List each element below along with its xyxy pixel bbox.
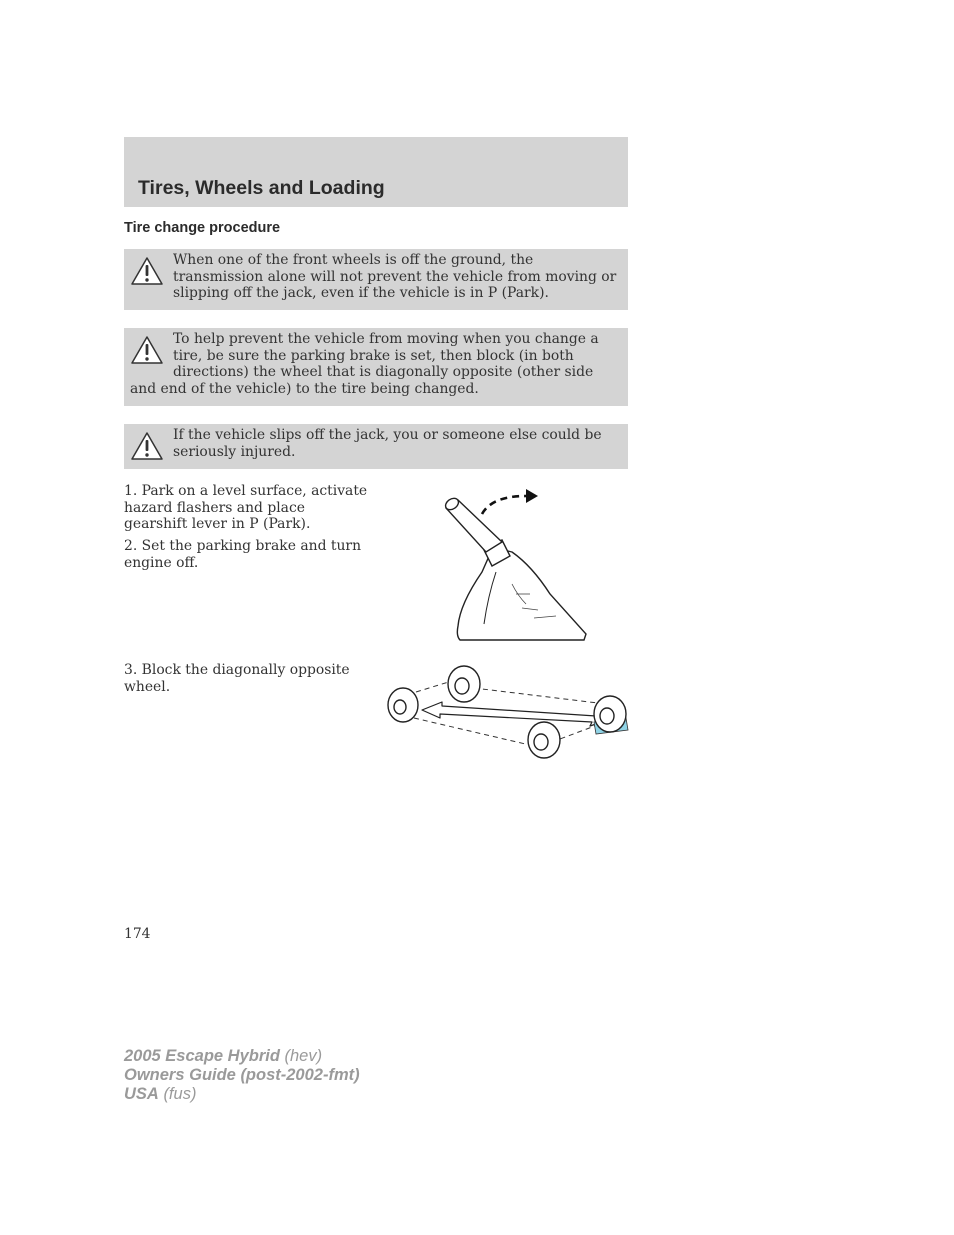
- warning-box: [124, 249, 628, 310]
- warning-box: [124, 424, 628, 469]
- footer-line-2: Owners Guide (post-2002-fmt): [124, 1066, 360, 1084]
- parking-brake-lever-illustration: [438, 486, 588, 642]
- step-1-text: 1. Park on a level surface, activate hazard flashers and place gearshift lever in P (Park).: [124, 483, 368, 533]
- step-2-text: 2. Set the parking brake and turn engine off.: [124, 538, 362, 571]
- section-heading: Tire change procedure: [124, 220, 281, 236]
- warning-text: If the vehicle slips off the jack, you or someone else could be seriously injured.: [173, 427, 602, 460]
- step-3-text: 3. Block the diagonally opposite wheel.: [124, 662, 350, 695]
- wheel-block-illustration: [384, 662, 630, 760]
- warning-box: [124, 328, 628, 406]
- page-number: 174: [124, 926, 151, 942]
- footer-line-3: USA (fus): [124, 1085, 197, 1103]
- chapter-header-band: [124, 137, 628, 207]
- document-footer: [124, 1047, 360, 1104]
- warning-triangle-icon: [130, 256, 164, 286]
- chapter-title: Tires, Wheels and Loading: [138, 177, 385, 199]
- footer-line-1: 2005 Escape Hybrid (hev): [124, 1047, 323, 1065]
- warning-text: When one of the front wheels is off the ground, the transmission alone will not prevent the vehicle from moving or slipping off the jack, even if the vehicle is in P (Park).: [173, 252, 617, 302]
- warning-triangle-icon: [130, 335, 164, 365]
- warning-text: To help prevent the vehicle from moving when you change a tire, be sure the parking brake is set, then block (in both directions) the wheel that is diagonally opposite (other side and end of the vehicle) to the tire being changed.: [130, 331, 599, 397]
- warning-triangle-icon: [130, 431, 164, 461]
